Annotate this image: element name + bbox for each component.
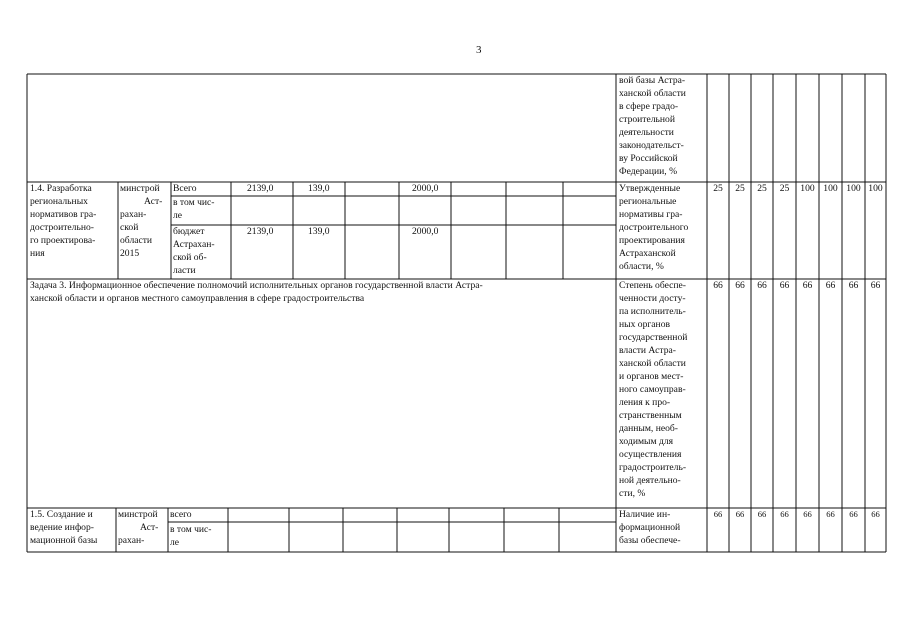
activity-name-line: нормативов гра- bbox=[30, 209, 97, 220]
indicator-line: Степень обеспе- bbox=[619, 280, 686, 291]
indicator-value: 66 bbox=[757, 280, 767, 291]
activity-name-line: 1.4. Разработка bbox=[30, 183, 92, 194]
funding-source-budget: бюджет bbox=[173, 226, 205, 237]
indicator-value: 66 bbox=[735, 509, 745, 519]
funding-source-including: ле bbox=[173, 210, 183, 221]
funding-source-total: Всего bbox=[173, 183, 197, 194]
executor-line: Аст- bbox=[140, 522, 159, 533]
funding-source-including: ле bbox=[170, 537, 180, 548]
indicator-line: ных органов bbox=[619, 319, 671, 330]
indicator-line: Федерации, % bbox=[619, 166, 678, 177]
indicator-line: вой базы Астра- bbox=[619, 75, 686, 86]
indicator-line: ханской области bbox=[619, 358, 686, 369]
indicator-line: осуществления bbox=[619, 449, 682, 460]
activity-name-line: 1.5. Создание и bbox=[30, 509, 93, 520]
activity-name-line: мационной базы bbox=[30, 535, 98, 546]
indicator-value: 100 bbox=[868, 183, 883, 194]
indicator-value: 25 bbox=[779, 183, 790, 194]
amount-total: 2139,0 bbox=[247, 183, 274, 194]
indicator-line: градостроитель- bbox=[619, 462, 687, 473]
indicator-line: ления к про- bbox=[619, 397, 671, 408]
indicator-line: формационной bbox=[619, 522, 681, 533]
indicator-line: па исполнитель- bbox=[619, 306, 686, 317]
amount-year-1: 139,0 bbox=[308, 226, 330, 237]
activity-name-line: го проектирова- bbox=[30, 235, 96, 246]
indicator-line: ханской области bbox=[619, 88, 686, 99]
indicator-line: ходимым для bbox=[619, 436, 674, 447]
amount-year-3: 2000,0 bbox=[412, 183, 439, 194]
indicator-value: 66 bbox=[870, 280, 881, 291]
indicator-value: 66 bbox=[803, 509, 812, 519]
indicator-value: 66 bbox=[735, 280, 745, 291]
indicator-value: 66 bbox=[757, 509, 767, 519]
indicator-value: 66 bbox=[849, 509, 858, 519]
amount-year-1: 139,0 bbox=[308, 183, 330, 194]
indicator-value: 66 bbox=[780, 509, 789, 519]
indicator-line: ченности досту- bbox=[619, 293, 686, 304]
indicator-line: достроительного bbox=[619, 222, 689, 233]
indicator-value: 100 bbox=[846, 183, 861, 194]
indicator-line: Утвержденные bbox=[619, 183, 681, 194]
executor-line: рахан- bbox=[120, 209, 147, 220]
indicator-value: 66 bbox=[713, 280, 723, 291]
executor-line: Аст- bbox=[144, 196, 163, 207]
indicator-line: и органов мест- bbox=[619, 371, 684, 382]
indicator-line: деятельности bbox=[619, 127, 674, 138]
funding-source-including: в том чис- bbox=[170, 524, 212, 535]
indicator-value: 100 bbox=[823, 183, 838, 194]
executor-line: области bbox=[120, 235, 153, 246]
indicator-line: законодательст- bbox=[619, 140, 684, 151]
executor-line: минстрой bbox=[118, 509, 158, 520]
indicator-value: 25 bbox=[757, 183, 767, 194]
indicator-line: области, % bbox=[619, 261, 664, 272]
indicator-line: ной деятельно- bbox=[619, 475, 681, 486]
indicator-value: 66 bbox=[779, 280, 790, 291]
indicator-line: данным, необ- bbox=[619, 423, 678, 434]
indicator-value: 66 bbox=[826, 509, 835, 519]
funding-source-budget: Астрахан- bbox=[173, 239, 215, 250]
indicator-line: ного самоуправ- bbox=[619, 384, 686, 395]
indicator-line: региональные bbox=[619, 196, 677, 207]
indicator-line: государственной bbox=[619, 332, 688, 343]
indicator-line: ву Российской bbox=[619, 153, 678, 164]
indicator-line: Астраханской bbox=[619, 248, 676, 259]
indicator-line: нормативы гра- bbox=[619, 209, 683, 220]
indicator-value: 66 bbox=[825, 280, 836, 291]
indicator-line: базы обеспече- bbox=[619, 535, 681, 546]
activity-name-line: ведение инфор- bbox=[30, 522, 94, 533]
indicator-value: 66 bbox=[871, 509, 880, 519]
activity-name-line: ния bbox=[30, 248, 45, 259]
indicator-line: проектирования bbox=[619, 235, 685, 246]
activity-name-line: достроительно- bbox=[30, 222, 94, 233]
activity-name-line: региональных bbox=[30, 196, 88, 207]
indicator-line: власти Астра- bbox=[619, 345, 676, 356]
funding-source-total: всего bbox=[170, 509, 192, 520]
indicator-value: 25 bbox=[735, 183, 745, 194]
indicator-value: 66 bbox=[802, 280, 813, 291]
executor-line: ской bbox=[120, 222, 139, 233]
executor-line: 2015 bbox=[120, 248, 140, 259]
executor-line: минстрой bbox=[120, 183, 160, 194]
amount-total: 2139,0 bbox=[247, 226, 274, 237]
funding-source-budget: ласти bbox=[173, 265, 196, 276]
indicator-line: в сфере градо- bbox=[619, 101, 679, 112]
indicator-value: 100 bbox=[800, 183, 815, 194]
amount-year-3: 2000,0 bbox=[412, 226, 439, 237]
indicator-line: Наличие ин- bbox=[619, 509, 671, 520]
indicator-line: сти, % bbox=[619, 488, 646, 499]
task-title-line: Задача 3. Информационное обеспечение полномочий исполнительных органов государственной власти Астра- bbox=[30, 280, 483, 291]
indicator-value: 25 bbox=[713, 183, 723, 194]
page-number: 3 bbox=[476, 44, 482, 56]
indicator-line: странственным bbox=[619, 410, 682, 421]
executor-line: рахан- bbox=[118, 535, 145, 546]
funding-source-including: в том чис- bbox=[173, 197, 215, 208]
indicator-line: строительной bbox=[619, 114, 675, 125]
indicator-value: 66 bbox=[713, 509, 723, 519]
indicator-value: 66 bbox=[848, 280, 859, 291]
funding-source-budget: ской об- bbox=[173, 252, 207, 263]
task-title-line: ханской области и органов местного самоуправления в сфере градостроительства bbox=[30, 293, 365, 304]
